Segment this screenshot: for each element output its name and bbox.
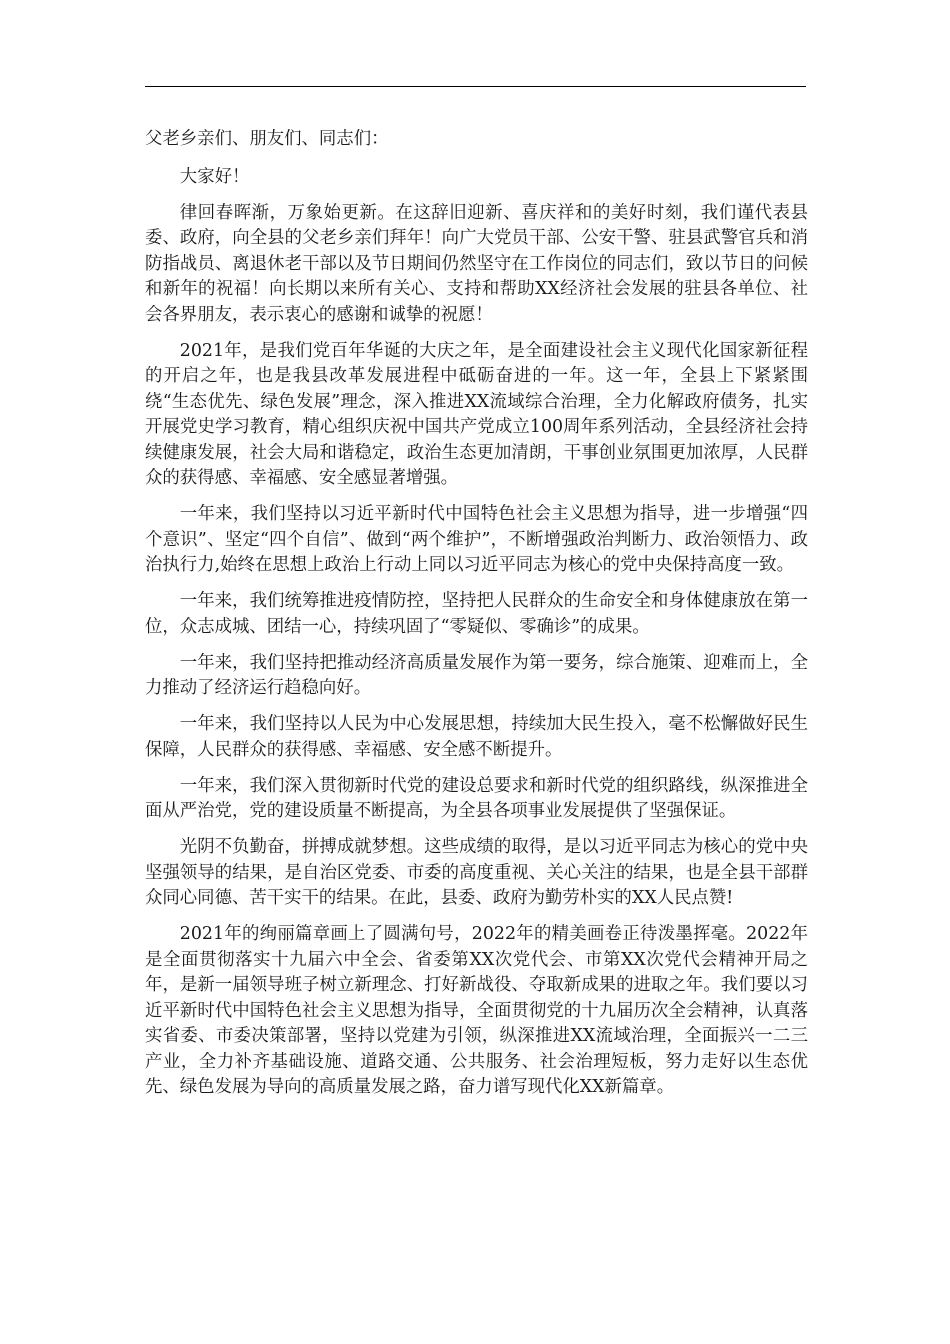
header-rule <box>145 86 806 87</box>
paragraph: 一年来，我们统筹推进疫情防控，坚持把人民群众的生命安全和身体健康放在第一位，众志成城、团结一心，持续巩固了“零疑似、零确诊”的成果。 <box>145 591 808 637</box>
greeting: 大家好！ <box>179 166 250 187</box>
paragraph: 一年来，我们坚持以习近平新时代中国特色社会主义思想为指导，进一步增强“四个意识”、坚定“四个自信”、做到“两个维护”，不断增强政治判断力、政治领悟力、政治执行力,始终在思想上政治上行动上同以习近平同志为核心的党中央保持高度一致。 <box>145 504 808 575</box>
paragraph: 光阴不负勤奋，拼搏成就梦想。这些成绩的取得，是以习近平同志为核心的党中央坚强领导的结果，是自治区党委、市委的高度重视、关心关注的结果，也是全县干部群众同心同德、苦干实干的结果。在此，县委、政府为勤劳朴实的XX人民点赞! <box>145 837 808 908</box>
document-body <box>145 127 808 1111</box>
paragraph: 2021年的绚丽篇章画上了圆满句号，2022年的精美画卷正待泼墨挥毫。2022年是全面贯彻落实十九届六中全会、省委第XX次党代会、市第XX次党代会精神开局之年，是新一届领导班子树立新理念、打好新战役、夺取新成果的进取之年。我们要以习近平新时代中国特色社会主义思想为指导，全面贯彻党的十九届历次全会精神，认真落实省委、市委决策部署，坚持以党建为引领，纵深推进XX流域治理，全面振兴一二三产业，全力补齐基础设施、道路交通、公共服务、社会治理短板，努力走好以生态优先、绿色发展为导向的高质量发展之路，奋力谱写现代化XX新篇章。 <box>145 924 808 1097</box>
paragraph: 一年来，我们坚持以人民为中心发展思想，持续加大民生投入，毫不松懈做好民生保障，人民群众的获得感、幸福感、安全感不断提升。 <box>145 714 808 760</box>
paragraph: 2021年，是我们党百年华诞的大庆之年，是全面建设社会主义现代化国家新征程的开启之年，也是我县改革发展进程中砥砺奋进的一年。这一年，全县上下紧紧围绕“生态优先、绿色发展”理念，深入推进XX流域综合治理，全力化解政府债务，扎实开展党史学习教育，精心组织庆祝中国共产党成立100周年系列活动，全县经济社会持续健康发展，社会大局和谐稳定，政治生态更加清朗，干事创业氛围更加浓厚，人民群众的获得感、幸福感、安全感显著增强。 <box>145 340 808 488</box>
salutation: 父老乡亲们、朋友们、同志们： <box>145 129 389 149</box>
paragraph: 律回春晖渐，万象始更新。在这辞旧迎新、喜庆祥和的美好时刻，我们谨代表县委、政府，向全县的父老乡亲们拜年！向广大党员干部、公安干警、驻县武警官兵和消防指战员、离退休老干部以及节日期间仍然坚守在工作岗位的同志们，致以节日的问候和新年的祝福！向长期以来所有关心、支持和帮助XX经济社会发展的驻县各单位、社会各界朋友，表示衷心的感谢和诚挚的祝愿！ <box>145 202 808 325</box>
paragraph: 一年来，我们坚持把推动经济高质量发展作为第一要务，综合施策、迎难而上，全力推动了经济运行趋稳向好。 <box>145 652 808 698</box>
paragraph: 一年来，我们深入贯彻新时代党的建设总要求和新时代党的组织路线，纵深推进全面从严治党，党的建设质量不断提高，为全县各项事业发展提供了坚强保证。 <box>145 775 808 821</box>
